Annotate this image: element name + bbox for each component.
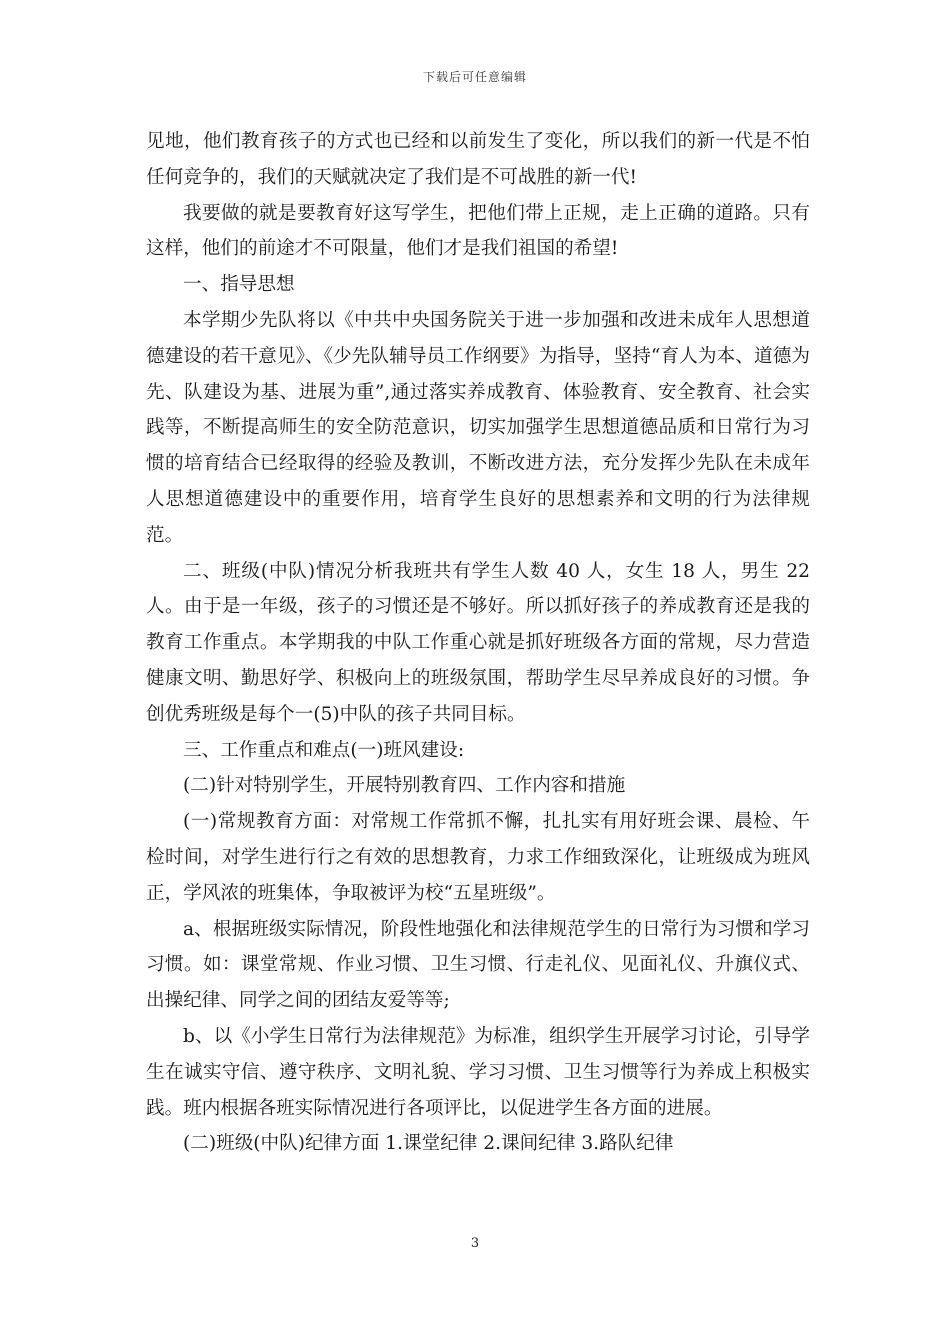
paragraph-discipline: (二)班级(中队)纪律方面 1.课堂纪律 2.课间纪律 3.路队纪律 — [183, 1133, 674, 1155]
section-heading-guiding-thought: 一、指导思想 — [183, 274, 295, 296]
section-heading-focus: 三、工作重点和难点(一)班风建设: — [183, 739, 465, 761]
document-body — [146, 124, 810, 1162]
paragraph-routine-education: (一)常规教育方面：对常规工作常抓不懈，扎扎实有用好班会课、晨检、午检时间，对学生进行行之有效的思想教育，力求工作细致深化，让班级成为班风正，学风浓的班集体，争取被评为校“五星班级”。 — [146, 811, 810, 904]
paragraph-goal: 我要做的就是要教育好这写学生，把他们带上正规，走上正确的道路。只有这样，他们的前途才不可限量，他们才是我们祖国的希望! — [146, 202, 810, 260]
paragraph-item-a: a、根据班级实际情况，阶段性地强化和法律规范学生的日常行为习惯和学习习惯。如：课堂常规、作业习惯、卫生习惯、行走礼仪、见面礼仪、升旗仪式、出操纪律、同学之间的团结友爱等等; — [146, 918, 810, 1012]
page-header: 下载后可任意编辑 — [422, 70, 527, 84]
paragraph-class-analysis: 二、班级(中队)情况分析我班共有学生人数 40 人，女生 18 人，男生 22 人。由于是一年级，孩子的习惯还是不够好。所以抓好孩子的养成教育还是我的教育工作重点。本学期我的中队工作重心就是抓好班级各方面的常规，尽力营造健康文明、勤思好学、积极向上的班级氛围，帮助学生尽早养成良好的习惯。争创优秀班级是每个一(5)中队的孩子共同目标。 — [146, 560, 810, 725]
paragraph-guiding-thought: 本学期少先队将以《中共中央国务院关于进一步加强和改进未成年人思想道德建设的若干意见》、《少先队辅导员工作纲要》为指导，坚持“育人为本、道德为先、队建设为基、进展为重”,通过落实养成教育、体验教育、安全教育、社会实践等，不断提高师生的安全防范意识，切实加强学生思想道德品质和日常行为习惯的培育结合已经取得的经验及教训，不断改进方法，充分发挥少先队在未成年人思想道德建设中的重要作用，培育学生良好的思想素养和文明的行为法律规范。 — [146, 309, 810, 546]
paragraph-continuation: 见地，他们教育孩子的方式也已经和以前发生了变化，所以我们的新一代是不怕任何竞争的，我们的天赋就决定了我们是不可战胜的新一代! — [146, 131, 810, 188]
paragraph-item-b: b、以《小学生日常行为法律规范》为标准，组织学生开展学习讨论，引导学生在诚实守信、遵守秩序、文明礼貌、学习习惯、卫生习惯等行为养成上积极实践。班内根据各班实际情况进行各项评比，以促进学生各方面的进展。 — [146, 1025, 810, 1119]
page-number: 3 — [470, 1236, 480, 1251]
paragraph-special-education: (二)针对特别学生，开展特别教育四、工作内容和措施 — [183, 775, 626, 797]
